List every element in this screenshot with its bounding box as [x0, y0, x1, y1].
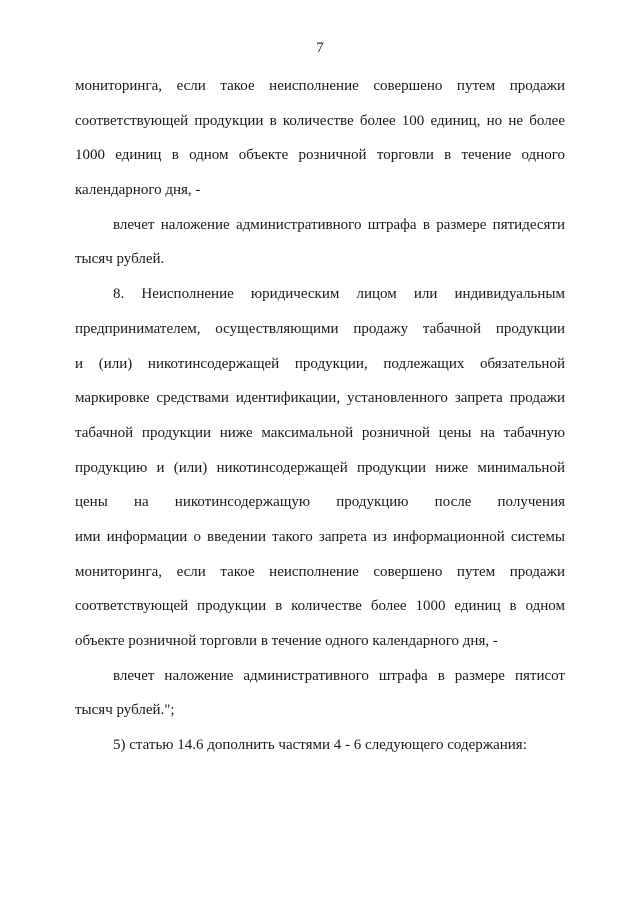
text-line: цены на никотинсодержащую продукцию после получения: [75, 494, 565, 511]
document-body: [75, 76, 565, 770]
text-line: соответствующей продукции в количестве более 1000 единиц в одном: [75, 598, 565, 615]
text-line: тысяч рублей.";: [75, 702, 175, 719]
text-line: соответствующей продукции в количестве более 100 единиц, но не более: [75, 112, 565, 129]
text-line: 5) статью 14.6 дополнить частями 4 - 6 следующего содержания:: [113, 737, 527, 754]
text-line: мониторинга, если такое неисполнение совершено путем продажи: [75, 78, 565, 94]
text-line: продукцию и (или) никотинсодержащей продукции ниже минимальной: [75, 459, 565, 476]
text-line: табачной продукции ниже максимальной розничной цены на табачную: [75, 424, 565, 441]
text-line: объекте розничной торговли в течение одного календарного дня, -: [75, 633, 498, 649]
text-line: маркировке средствами идентификации, установленного запрета продажи: [75, 390, 565, 407]
text-line: тысяч рублей.: [75, 251, 165, 268]
text-line: мониторинга, если такое неисполнение совершено путем продажи: [75, 563, 565, 580]
text-line: 1000 единиц в одном объекте розничной торговли в течение одного: [75, 147, 565, 164]
page-number: 7: [316, 40, 324, 56]
text-line: 8. Неисполнение юридическим лицом или индивидуальным: [113, 286, 565, 303]
text-line: влечет наложение административного штрафа в размере пятидесяти: [113, 216, 565, 233]
text-line: влечет наложение административного штрафа в размере пятисот: [113, 667, 565, 684]
text-line: ими информации о введении такого запрета из информационной системы: [75, 528, 565, 545]
text-line: предпринимателем, осуществляющими продажу табачной продукции: [75, 320, 565, 337]
text-line: календарного дня, -: [75, 182, 201, 199]
text-line: и (или) никотинсодержащей продукции, подлежащих обязательной: [75, 355, 565, 372]
